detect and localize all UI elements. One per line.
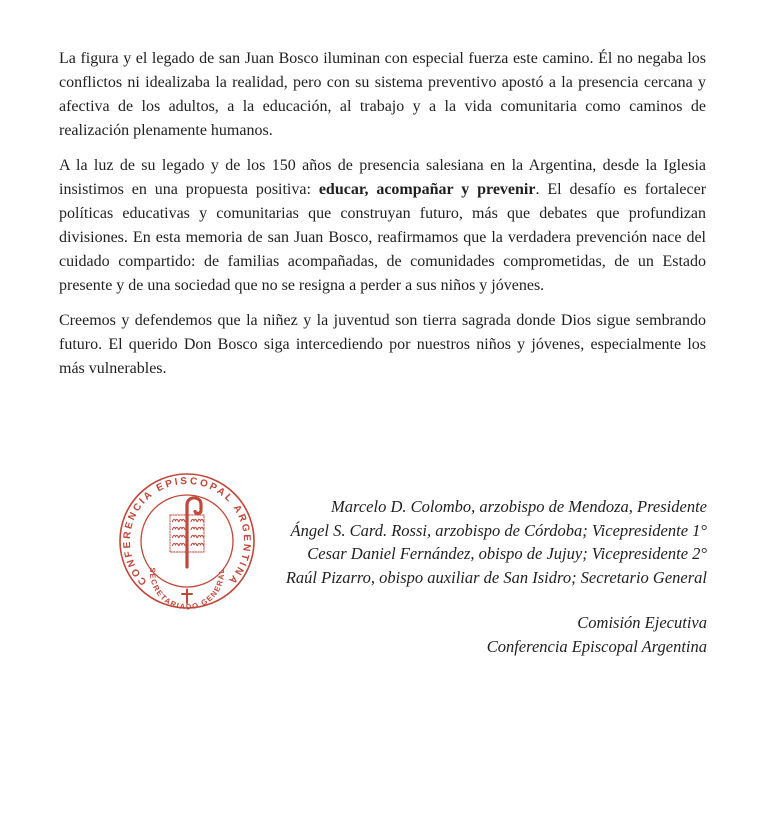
closing-block [487, 611, 707, 658]
closing-conference: Conferencia Episcopal Argentina [486, 636, 707, 656]
paragraph-3: Creemos y defendemos que la niñez y la juventud son tierra sagrada donde Dios sigue sembrando futuro. El querido Don Bosco siga intercediendo por nuestros niños y jóvenes, especialmente los más vulnerables. [59, 312, 706, 377]
closing-commission: Comisión Ejecutiva [577, 613, 707, 632]
paragraph-2 [59, 154, 706, 298]
signature-line-vicepresident-2: Cesar Daniel Fernández, obispo de Jujuy; Vicepresidente 2° [307, 544, 707, 563]
seal-ring-text: CONFERENCIA EPISCOPAL ARGENTINA [121, 475, 253, 588]
cea-seal-graphic [117, 471, 257, 611]
signature-line-president: Marcelo D. Colombo, arzobispo de Mendoza, Presidente [331, 497, 707, 516]
letter-body [59, 47, 706, 392]
signature-line-vicepresident-1: Ángel S. Card. Rossi, arzobispo de Córdoba; Vicepresidente 1° [290, 520, 707, 540]
seal-cross-icon [182, 590, 192, 604]
cea-seal [117, 471, 257, 611]
paragraph-2-text-cont: . El desafío es fortalecer políticas educativas y comunitarias que construyan futuro, más que debates que profundizan divisiones. En esta memoria de san Juan Bosco, reafirmamos que la verdadera prevención nace del cuidado compartido: de familias acompañadas, de comunidades comprometidas, de un Estado presente y de una sociedad que no se resigna a perder a sus niños y jóvenes. [59, 181, 707, 294]
seal-crozier-icon [187, 498, 201, 567]
paragraph-2-bold-phrase: educar, acompañar y prevenir [318, 181, 536, 198]
signature-block [286, 495, 707, 589]
signature-line-secretary-general: Raúl Pizarro, obispo auxiliar de San Isidro; Secretario General [285, 567, 707, 587]
seal-inner-arc-text: SECRETARIADO GENERAL [147, 567, 227, 611]
paragraph-1: La figura y el legado de san Juan Bosco iluminan con especial fuerza este camino. Él no negaba los conflictos ni idealizaba la realidad, pero con su sistema preventivo apostó a la presencia cercana y afectiva de los adultos, a la educación, al trabajo y a la vida comunitaria como caminos de realización plenamente humanos. [59, 50, 706, 139]
paragraph-2-text: A la luz de su legado y de los 150 años de presencia salesiana en la Argentina, desde la Iglesia insistimos en una propuesta positiva: [59, 157, 706, 198]
